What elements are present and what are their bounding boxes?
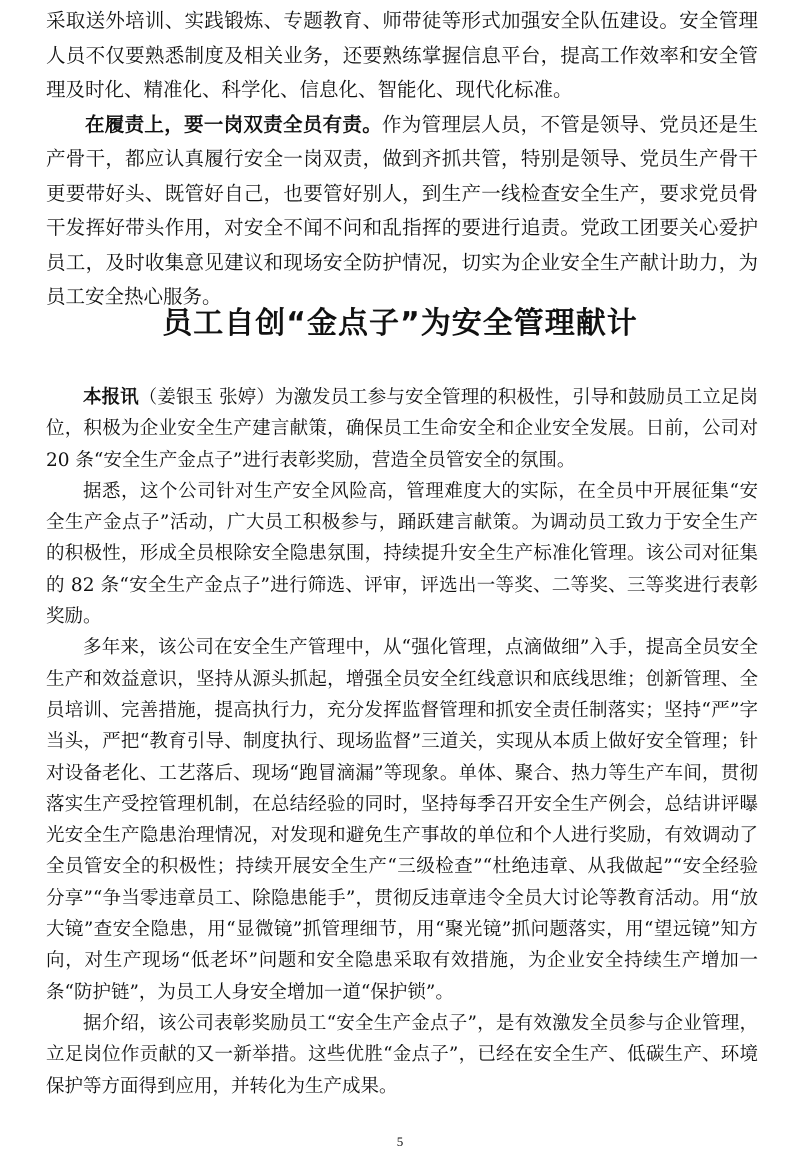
responsibility-body: 作为管理层人员，不管是领导、党员还是生产骨干，都应认真履行安全一岗双责，做到齐抓共管，特别是领导、党员生产骨干更要带好头、既管好自己，也要管好别人，到生产一线检查安全生产，要求党员骨干发挥好带头作用，对安全不闻不问和乱指挥的要进行追责。党政工团要关心爱护员工，及时收集意见建议和现场安全防护情况，切实为企业安全生产献计助力，为员工安全热心服务。: [46, 112, 758, 308]
page-number: 5: [396, 1134, 404, 1149]
byline-label: 本报讯: [83, 387, 139, 408]
article-paragraph: 多年来，该公司在安全生产管理中，从“强化管理，点滴做细”入手，提高全员安全生产和效益意识，坚持从源头抓起，增强全员安全红线意识和底线思维；创新管理、全员培训、完善措施，提高执行力，充分发挥监督管理和抓安全责任制落实；坚持“严”字当头，严把“教育引导、制度执行、现场监督”三道关，实现从本质上做好安全管理；针对设备老化、工艺落后、现场“跑冒滴漏”等现象。单体、聚合、热力等生产车间，贯彻落实生产受控管理机制，在总结经验的同时，坚持每季召开安全生产例会，总结讲评曝光安全生产隐患治理情况，对发现和避免生产事故的单位和个人进行奖励，有效调动了全员管安全的积极性；持续开展安全生产“三级检查”“杜绝违章、从我做起”“安全经验分享”“争当零违章员工、除隐患能手”，贯彻反违章违令全员大讨论等教育活动。用“放大镜”查安全隐患，用“显微镜”抓管理细节，用“聚光镜”抓问题落实，用“望远镜”知方向，对生产现场“低老坏”问题和安全隐患采取有效措施，为企业安全持续生产增加一条“防护链”，为员工人身安全增加一道“保护锁”。: [46, 637, 758, 1003]
byline-authors: （姜银玉 张婷）: [138, 387, 275, 408]
article-body: [46, 382, 758, 1102]
responsibility-paragraph: [46, 108, 758, 315]
responsibility-lead: 在履责上，要一岗双责全员有责。: [85, 112, 383, 136]
article-paragraph: 据介绍，该公司表彰奖励员工“安全生产金点子”，是有效激发全员参与企业管理，立足岗位作贡献的又一新举措。这些优胜“金点子”，已经在安全生产、低碳生产、环境保护等方面得到应用，并转化为生产成果。: [46, 1012, 758, 1097]
article-paragraph: 据悉，这个公司针对生产安全风险高，管理难度大的实际，在全员中开展征集“安全生产金点子”活动，广大员工积极参与，踊跃建言献策。为调动员工致力于安全生产的积极性，形成全员根除安全隐患氛围，持续提升安全生产标准化管理。该公司对征集的 82 条“安全生产金点子”进行筛选、评审，评选出一等奖、二等奖、三等奖进行表彰奖励。: [46, 480, 758, 628]
article-lead-paragraph: [46, 382, 758, 476]
intro-section: [46, 4, 758, 315]
article-headline: 员工自创“金点子”为安全管理献计: [162, 306, 638, 341]
lead-body: 为激发员工参与安全管理的积极性，引导和鼓励员工立足岗位，积极为企业安全生产建言献策，确保员工生命安全和企业安全发展。日前，公司对 20 条“安全生产金点子”进行表彰奖励，营造全员管安全的氛围。: [46, 387, 758, 471]
intro-paragraph: 采取送外培训、实践锻炼、专题教育、师带徒等形式加强安全队伍建设。安全管理人员不仅要熟悉制度及相关业务，还要熟练掌握信息平台，提高工作效率和安全管理及时化、精准化、科学化、信息化、智能化、现代化标准。: [46, 9, 758, 101]
